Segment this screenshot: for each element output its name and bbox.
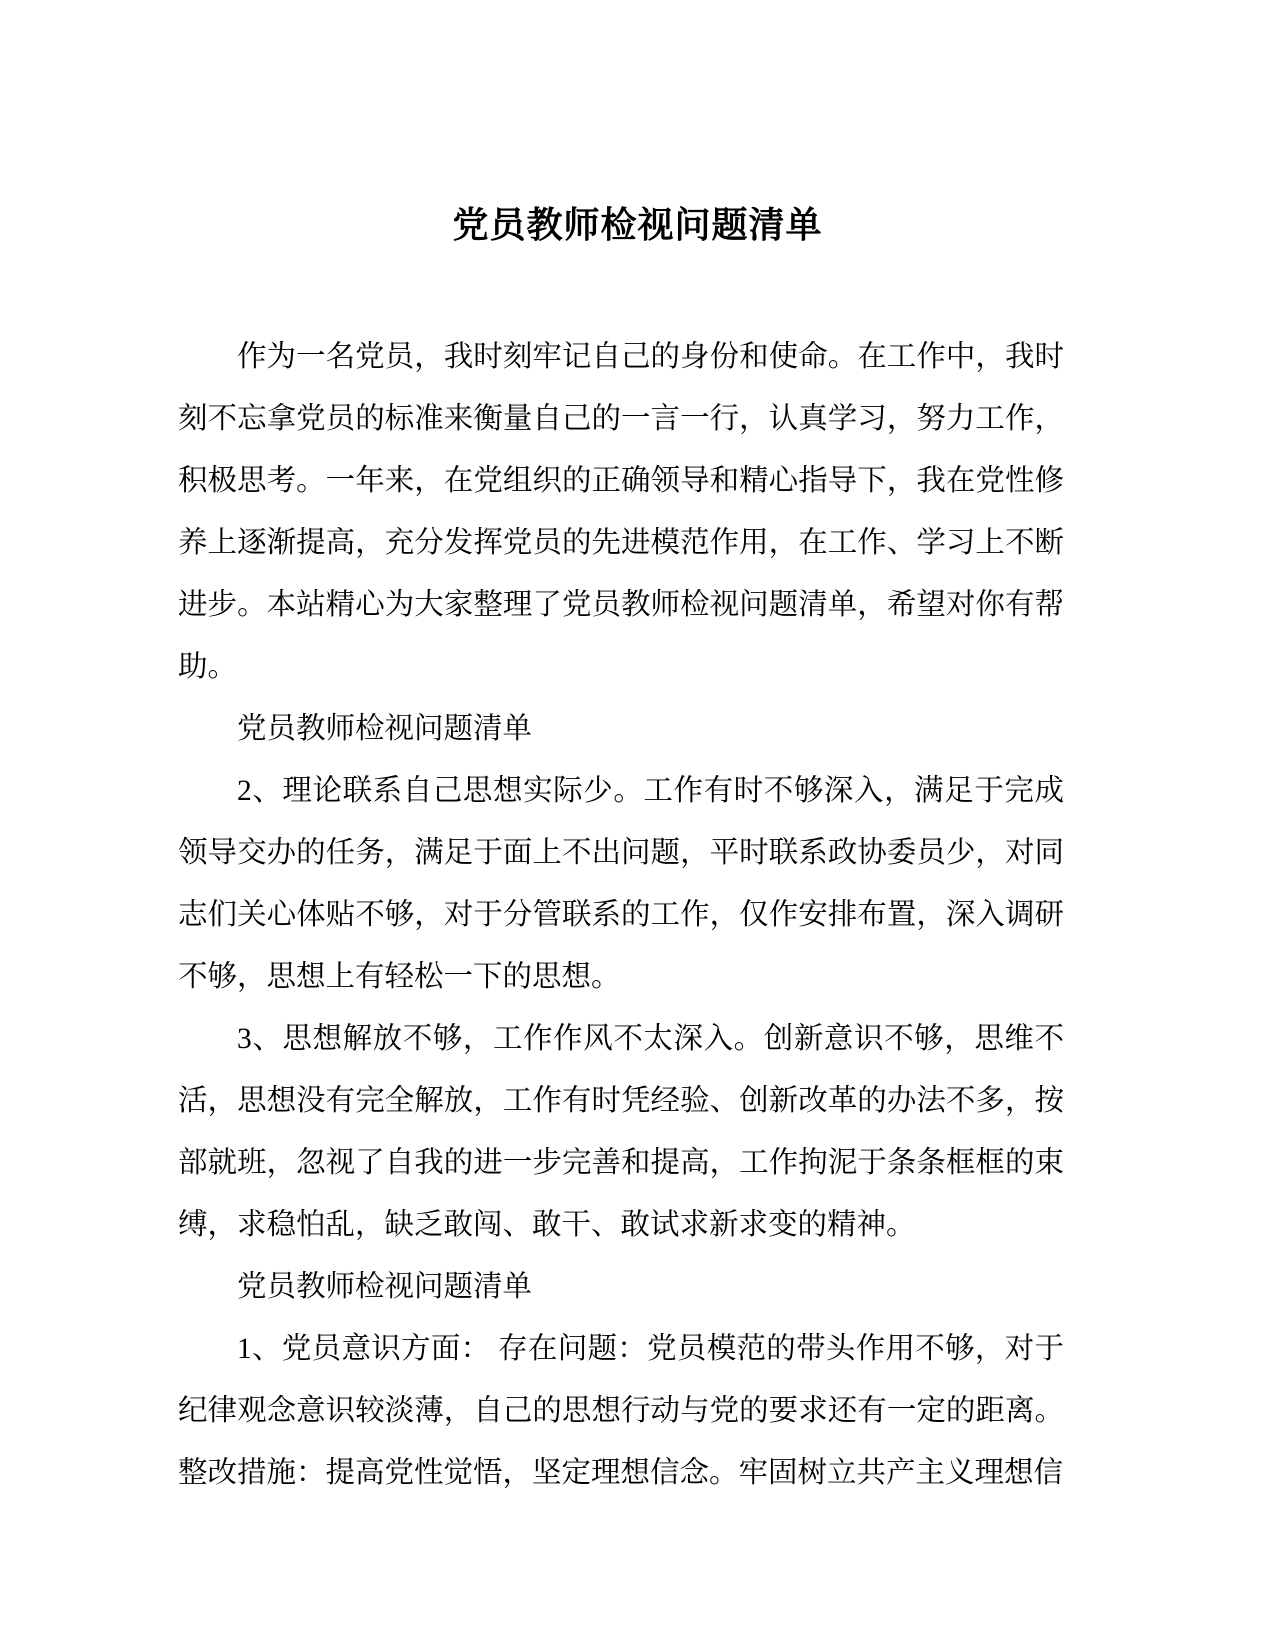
paragraph-body: 2、理论联系自己思想实际少。工作有时不够深入，满足于完成领导交办的任务，满足于面上不出问题，平时联系政协委员少，对同志们关心体贴不够，对于分管联系的工作，仅作安排布置，深入调研不够，思想上有轻松一下的思想。 <box>178 775 1064 993</box>
document-title: 党员教师检视问题清单 <box>452 204 823 245</box>
document-body <box>178 326 1064 1504</box>
paragraph-subheading: 党员教师检视问题清单 <box>237 713 533 745</box>
paragraph-body: 1、党员意识方面： 存在问题：党员模范的带头作用不够，对于纪律观念意识较淡薄，自己的思想行动与党的要求还有一定的距离。整改措施：提高党性觉悟，坚定理想信念。牢固树立共产主义理想信 <box>178 1333 1064 1489</box>
paragraph-subheading: 党员教师检视问题清单 <box>237 1271 533 1303</box>
paragraph-body: 作为一名党员，我时刻牢记自己的身份和使命。在工作中，我时刻不忘拿党员的标准来衡量自己的一言一行，认真学习，努力工作，积极思考。一年来，在党组织的正确领导和精心指导下，我在党性修养上逐渐提高，充分发挥党员的先进模范作用，在工作、学习上不断进步。本站精心为大家整理了党员教师检视问题清单，希望对你有帮助。 <box>178 341 1064 683</box>
paragraph-body: 3、思想解放不够，工作作风不太深入。创新意识不够，思维不活，思想没有完全解放，工作有时凭经验、创新改革的办法不多，按部就班，忽视了自我的进一步完善和提高，工作拘泥于条条框框的束缚，求稳怕乱，缺乏敢闯、敢干、敢试求新求变的精神。 <box>178 1023 1064 1241</box>
